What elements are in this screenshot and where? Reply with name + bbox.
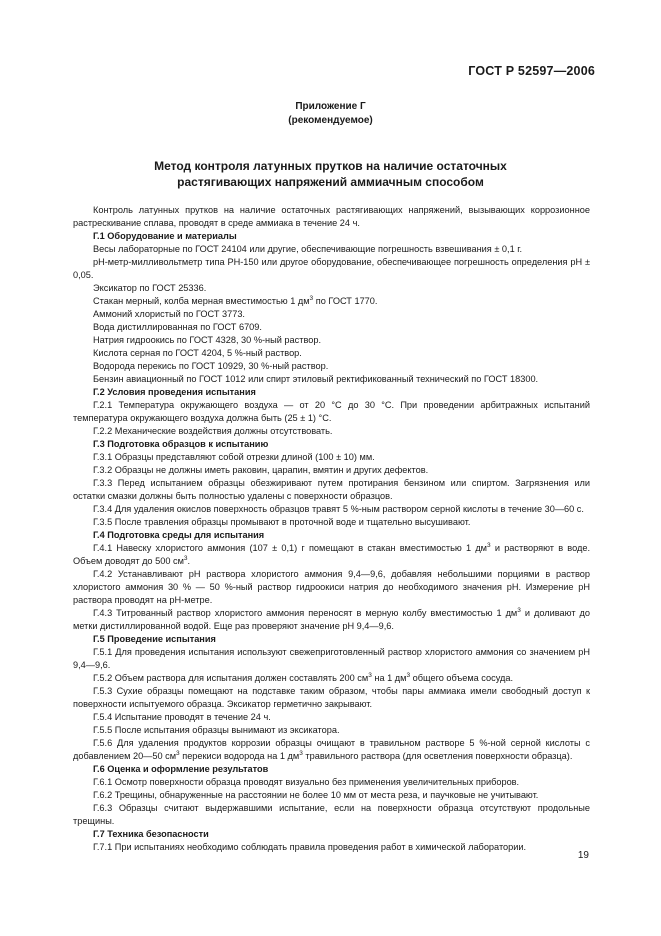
clause-g6-1: Г.6.1 Осмотр поверхности образца проводят визуально без применения увеличительных приборов. xyxy=(93,777,520,787)
text-run: и доливают до метки дистиллированной водой. Еще раз проверяют значение рН 9,4—9,6. xyxy=(73,608,590,631)
clause-g5-4: Г.5.4 Испытание проводят в течение 24 ч. xyxy=(93,712,271,722)
document-body xyxy=(73,204,590,854)
section-title xyxy=(0,158,661,190)
equipment-item: рН-метр-милливольтметр типа РН-150 или другое оборудование, обеспечивающее погрешность определения рН ± 0,05. xyxy=(73,257,590,280)
superscript: 3 xyxy=(299,750,303,757)
clause-g3-5: Г.3.5 После травления образцы промывают в проточной воде и тщательно высушивают. xyxy=(93,517,471,527)
clause-g6-3: Г.6.3 Образцы считают выдержавшими испытание, если на поверхности образца отсутствуют продольные трещины. xyxy=(73,803,590,826)
equipment-item: Эксикатор по ГОСТ 25336. xyxy=(93,283,207,293)
clause-g3-3: Г.3.3 Перед испытанием образцы обезжиривают путем протирания бензином или спиртом. Загрязнения или остатки смазки должны быть полностью удалены с поверхности образцов. xyxy=(73,478,590,501)
clause-g7-1: Г.7.1 При испытаниях необходимо соблюдать правила проведения работ в химической лаборатории. xyxy=(93,842,527,852)
equipment-item xyxy=(73,295,590,308)
equipment-item: Бензин авиационный по ГОСТ 1012 или спирт этиловый ректификованный технический по ГОСТ 18300. xyxy=(93,374,539,384)
section-heading-g5: Г.5 Проведение испытания xyxy=(93,634,216,644)
section-title-line-1: Метод контроля латунных прутков на наличие остаточных xyxy=(154,159,507,173)
superscript: 3 xyxy=(183,555,188,562)
clause-g5-3: Г.5.3 Сухие образцы помещают на подставке таким образом, чтобы пары аммиака имели свободный доступ к поверхности испытуемого образца. Эксикатор герметично закрывают. xyxy=(73,686,590,709)
equipment-item: Водорода перекись по ГОСТ 10929, 30 %-ный раствор. xyxy=(93,361,329,371)
text-run: перекиси водорода на 1 дм xyxy=(179,751,300,761)
clause-g5-5: Г.5.5 После испытания образцы вынимают из эксикатора. xyxy=(93,725,340,735)
equipment-item: Кислота серная по ГОСТ 4204, 5 %-ный раствор. xyxy=(93,348,302,358)
superscript: 3 xyxy=(368,672,372,679)
clause-g3-2: Г.3.2 Образцы не должны иметь раковин, царапин, вмятин и других дефектов. xyxy=(93,465,429,475)
clause-g3-4: Г.3.4 Для удаления окислов поверхность образцов травят 5 %-ным раствором серной кислоты в течение 30—60 с. xyxy=(93,504,584,514)
superscript: 3 xyxy=(176,750,180,757)
page-number: 19 xyxy=(577,850,589,861)
equipment-item: Весы лабораторные по ГОСТ 24104 или другие, обеспечивающие погрешность взвешивания ± 0,1 г. xyxy=(93,244,523,254)
clause-g5-2 xyxy=(73,672,590,685)
section-heading-g7: Г.7 Техника безопасности xyxy=(93,829,209,839)
superscript: 3 xyxy=(309,295,314,302)
clause-g4-1 xyxy=(73,542,590,568)
clause-g5-6 xyxy=(73,737,590,763)
appendix-label xyxy=(0,100,661,128)
text-run: и растворяют в воде. Объем доводят до 500 см xyxy=(73,543,590,566)
clause-g4-3 xyxy=(73,607,590,633)
text-run: Г.4.3 Титрованный раствор хлористого аммония переносят в мерную колбу вместимостью 1 дм xyxy=(93,608,518,618)
clause-g5-1: Г.5.1 Для проведения испытания используют свежеприготовленный раствор хлористого аммония со значением рН 9,4—9,6. xyxy=(73,647,590,670)
superscript: 3 xyxy=(487,542,491,549)
clause-g3-1: Г.3.1 Образцы представляют собой отрезки длиной (100 ± 10) мм. xyxy=(93,452,375,462)
section-heading-g1: Г.1 Оборудование и материалы xyxy=(93,231,237,241)
intro-paragraph: Контроль латунных прутков на наличие остаточных растягивающих напряжений, вызывающих коррозионное растрескивание сплава, проводят в среде аммиака в течение 24 ч. xyxy=(73,205,590,228)
text-run: Стакан мерный, колба мерная вместимостью 1 дм xyxy=(93,296,310,306)
clause-g2-1: Г.2.1 Температура окружающего воздуха — от 20 °С до 30 °С. При проведении арбитражных испытаний температура окружающего воздуха должна быть (25 ± 1) °С. xyxy=(73,400,590,423)
text-run: Г.5.6 Для удаления продуктов коррозии образцы очищают в травильном растворе 5 %-ной серной кислоты с добавлением 20—50 см xyxy=(73,738,590,761)
text-run: Г.4.1 Навеску хлористого аммония (107 ± 0,1) г помещают в стакан вместимостью 1 дм xyxy=(93,543,488,553)
section-heading-g3: Г.3 Подготовка образцов к испытанию xyxy=(93,439,269,449)
section-heading-g2: Г.2 Условия проведения испытания xyxy=(93,387,256,397)
text-run: Г.5.2 Объем раствора для испытания должен составлять 200 см xyxy=(93,673,369,683)
clause-g2-2: Г.2.2 Механические воздействия должны отсутствовать. xyxy=(93,426,333,436)
clause-g4-2: Г.4.2 Устанавливают рН раствора хлористого аммония 9,4—9,6, добавляя небольшими порциями в раствор хлористого аммония 30 % — 50 %-ный раствор гидроокиси натрия до необходимого значения рН. Измерение рН раствора проводят на рН-метре. xyxy=(73,569,590,605)
superscript: 3 xyxy=(406,672,411,679)
section-heading-g6: Г.6 Оценка и оформление результатов xyxy=(93,764,269,774)
clause-g6-2: Г.6.2 Трещины, обнаруженные на расстоянии не более 10 мм от места реза, и паучковые не учитывают. xyxy=(93,790,539,800)
section-heading-g4: Г.4 Подготовка среды для испытания xyxy=(93,530,265,540)
text-run: общего объема сосуда. xyxy=(410,673,514,683)
equipment-item: Натрия гидроокись по ГОСТ 4328, 30 %-ный раствор. xyxy=(93,335,321,345)
section-title-line-2: растягивающих напряжений аммиачным способом xyxy=(177,175,484,189)
equipment-item: Аммоний хлористый по ГОСТ 3773. xyxy=(93,309,245,319)
appendix-type: (рекомендуемое) xyxy=(288,115,373,126)
document-code: ГОСТ Р 52597—2006 xyxy=(468,64,595,78)
text-run: на 1 дм xyxy=(371,673,407,683)
equipment-item: Вода дистиллированная по ГОСТ 6709. xyxy=(93,322,262,332)
superscript: 3 xyxy=(517,607,521,614)
text-run: по ГОСТ 1770. xyxy=(313,296,378,306)
text-run: . xyxy=(187,556,191,566)
text-run: травильного раствора (для осветления поверхности образца). xyxy=(302,751,573,761)
appendix-title: Приложение Г xyxy=(295,101,366,112)
